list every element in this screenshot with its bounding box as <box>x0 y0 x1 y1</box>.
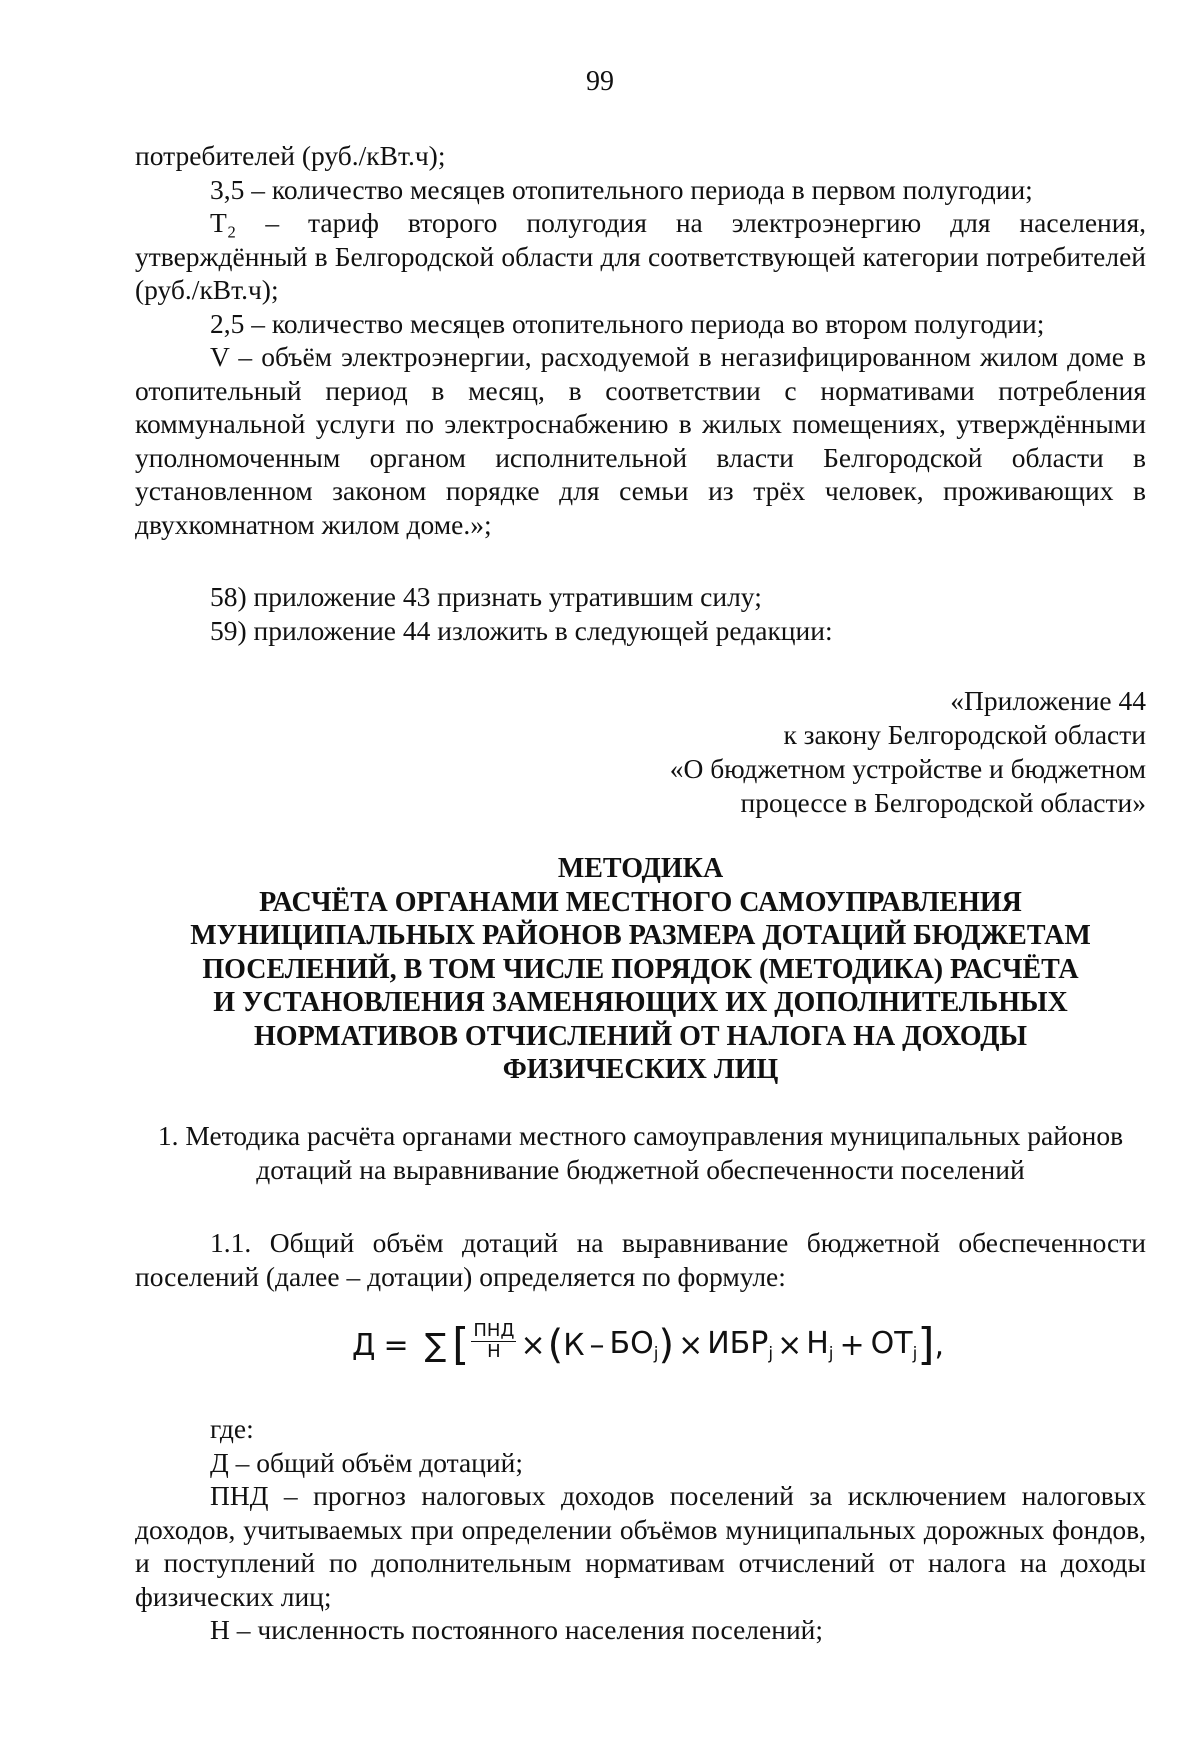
amendment-item-58: 58) приложение 43 признать утратившим силу; <box>210 581 762 612</box>
formula-lhs: Д <box>352 1327 376 1363</box>
appendix-header-line: к закону Белгородской области <box>783 719 1146 750</box>
appendix-header-line: процессе в Белгородской области» <box>740 787 1146 818</box>
formula-numerator: ПНД <box>473 1319 515 1341</box>
section-heading: 1. Методика расчёта органами местного самоуправления муниципальных районов дотаций на выравнивание бюджетной обеспеченности поселений <box>157 1120 1124 1185</box>
continued-definitions <box>135 139 1146 541</box>
amendment-items <box>135 580 1146 647</box>
title-line: И УСТАНОВЛЕНИЯ ЗАМЕНЯЮЩИХ ИХ ДОПОЛНИТЕЛЬНЫХ <box>213 987 1068 1018</box>
title-line: ФИЗИЧЕСКИХ ЛИЦ <box>502 1054 779 1085</box>
formula-sigma: ∑ <box>424 1326 447 1364</box>
formula-open-paren: ( <box>547 1322 564 1368</box>
document-title <box>135 852 1146 1087</box>
formula-legend <box>135 1412 1146 1647</box>
formula-times: × <box>678 1327 704 1363</box>
title-line: РАСЧЁТА ОРГАНАМИ МЕСТНОГО САМОУПРАВЛЕНИЯ <box>259 886 1022 918</box>
title-line: НОРМАТИВОВ ОТЧИСЛЕНИЙ ОТ НАЛОГА НА ДОХОДЫ <box>254 1020 1027 1052</box>
dotation-formula <box>352 1310 944 1380</box>
title-line: МУНИЦИПАЛЬНЫХ РАЙОНОВ РАЗМЕРА ДОТАЦИЙ БЮДЖЕТАМ <box>190 920 1091 951</box>
amendment-item-59: 59) приложение 44 изложить в следующей редакции: <box>210 614 833 646</box>
formula-h: $Н_j$ <box>806 1326 834 1364</box>
legend-d: Д – общий объём дотаций; <box>210 1446 523 1478</box>
legend-pnd: ПНД – прогноз налоговых доходов поселений за исключением налоговых доходов, учитываемых при определении объёмов муниципальных дорожных фондов, и поступлений по дополнительным нормативам отчислений от налога на доходы физических лиц; <box>135 1480 1146 1612</box>
formula-equals: = <box>383 1327 409 1363</box>
formula-denominator: Н <box>487 1340 501 1362</box>
formula-bo: $БО_j$ <box>609 1326 659 1364</box>
formula-ibr: $ИБР_j$ <box>707 1326 774 1364</box>
formula-intro: 1.1. Общий объём дотаций на выравнивание бюджетной обеспеченности поселений (далее – дотации) определяется по формуле: <box>135 1227 1146 1292</box>
formula-ot: $ОТ_j$ <box>870 1326 918 1364</box>
formula-times: × <box>777 1327 803 1363</box>
formula-close-paren: ) <box>658 1322 675 1368</box>
formula-open-bracket: [ <box>452 1319 470 1370</box>
paragraph-tariff-t2: Т₂ – тариф второго полугодия на электроэнергию для населения, утверждённый в Белгородской области для соответствующей категории потребителей (руб./кВт.ч); <box>135 207 1146 305</box>
appendix-header <box>670 684 1146 820</box>
paragraph-first-half-months: 3,5 – количество месяцев отопительного периода в первом полугодии; <box>210 173 1033 205</box>
appendix-header-line: «О бюджетном устройстве и бюджетном <box>669 753 1146 784</box>
formula-intro-block <box>135 1226 1146 1293</box>
legend-where: где: <box>210 1413 254 1444</box>
page-number: 99 <box>586 66 614 97</box>
appendix-header-line: «Приложение 44 <box>950 685 1146 716</box>
formula-times: × <box>520 1327 546 1363</box>
formula-minus: – <box>589 1327 605 1363</box>
paragraph-consumers-unit: потребителей (руб./кВт.ч); <box>135 140 446 171</box>
legend-h: Н – численность постоянного населения поселений; <box>210 1614 824 1645</box>
title-line: МЕТОДИКА <box>557 853 724 884</box>
formula-trailing-comma: , <box>934 1327 945 1363</box>
formula-plus: + <box>839 1327 865 1363</box>
paragraph-volume-v: V – объём электроэнергии, расходуемой в негазифицированном жилом доме в отопительный период в месяц, в соответствии с нормативами потребления коммунальной услуги по электроснабжению в жилых помещениях, утверждёнными уполномоченным органом исполнительной власти Белгородской области в установленном законом порядке для семьи из трёх человек, проживающих в двухкомнатном жилом доме.»; <box>135 341 1146 540</box>
paragraph-second-half-months: 2,5 – количество месяцев отопительного периода во втором полугодии; <box>210 307 1045 339</box>
formula-k: К <box>563 1327 585 1363</box>
formula-fraction <box>471 1321 516 1362</box>
title-line: ПОСЕЛЕНИЙ, В ТОМ ЧИСЛЕ ПОРЯДОК (МЕТОДИКА) РАСЧЁТА <box>202 953 1079 985</box>
formula-close-bracket: ] <box>917 1319 935 1370</box>
